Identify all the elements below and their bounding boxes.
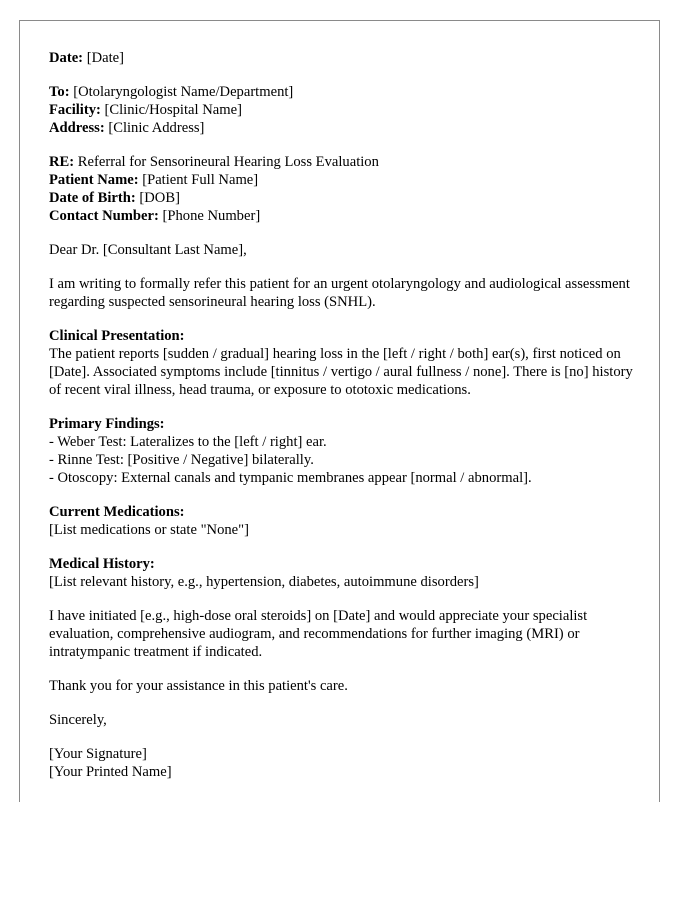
primary-findings-heading: Primary Findings: (49, 416, 165, 432)
closing-text: Sincerely, (49, 712, 107, 728)
closing (49, 711, 639, 729)
salutation-text: Dear Dr. [Consultant Last Name], (49, 242, 247, 258)
contact-number-label: Contact Number: (49, 208, 159, 224)
printed-name-line: [Your Printed Name] (49, 764, 172, 780)
date-label: Date: (49, 50, 84, 66)
current-medications-text: [List medications or state "None"] (49, 522, 249, 538)
intro-text: I am writing to formally refer this patient for an urgent otolaryngology and audiological assessment regarding suspected sensorineural hearing loss (SNHL). (49, 276, 630, 310)
finding-item-rinne: - Rinne Test: [Positive / Negative] bilaterally. (49, 452, 314, 468)
signature-line: [Your Signature] (49, 746, 147, 762)
plan-paragraph (49, 607, 639, 661)
date-value: [Date] (86, 50, 124, 66)
medical-history-heading: Medical History: (49, 556, 155, 572)
patient-name-label: Patient Name: (49, 172, 139, 188)
contact-number-value: [Phone Number] (162, 208, 261, 224)
dob-label: Date of Birth: (49, 190, 136, 206)
finding-item-otoscopy: - Otoscopy: External canals and tympanic membranes appear [normal / abnormal]. (49, 470, 532, 486)
letter-page (19, 20, 660, 802)
facility-label: Facility: (49, 102, 101, 118)
salutation (49, 241, 639, 259)
re-label: RE: (49, 154, 75, 170)
primary-findings-section (49, 415, 639, 487)
clinical-presentation-heading: Clinical Presentation: (49, 328, 185, 344)
to-value: [Otolaryngologist Name/Department] (73, 84, 294, 100)
patient-name-value: [Patient Full Name] (142, 172, 259, 188)
clinical-presentation-text: The patient reports [sudden / gradual] hearing loss in the [left / right / both] ear(s), first noticed on [Date]. Associated symptoms include [tinnitus / vertigo / aural fullness / none]. There is [no] history of recent viral illness, head trauma, or exposure to ototoxic medications. (49, 346, 633, 398)
to-label: To: (49, 84, 70, 100)
thanks-text: Thank you for your assistance in this patient's care. (49, 678, 348, 694)
thanks-paragraph (49, 677, 639, 695)
recipient-block (49, 83, 639, 137)
date-line (49, 49, 639, 67)
dob-value: [DOB] (139, 190, 180, 206)
current-medications-heading: Current Medications: (49, 504, 185, 520)
reference-block (49, 153, 639, 225)
clinical-presentation-section (49, 327, 639, 399)
re-value: Referral for Sensorineural Hearing Loss Evaluation (77, 154, 379, 170)
medical-history-section (49, 555, 639, 591)
plan-text: I have initiated [e.g., high-dose oral steroids] on [Date] and would appreciate your specialist evaluation, comprehensive audiogram, and recommendations for further imaging (MRI) or intratympanic treatment if indicated. (49, 608, 588, 660)
address-label: Address: (49, 120, 105, 136)
intro-paragraph (49, 275, 639, 311)
signature-block (49, 745, 639, 781)
facility-value: [Clinic/Hospital Name] (104, 102, 242, 118)
medical-history-text: [List relevant history, e.g., hypertension, diabetes, autoimmune disorders] (49, 574, 479, 590)
current-medications-section (49, 503, 639, 539)
finding-item-weber: - Weber Test: Lateralizes to the [left / right] ear. (49, 434, 327, 450)
address-value: [Clinic Address] (108, 120, 205, 136)
